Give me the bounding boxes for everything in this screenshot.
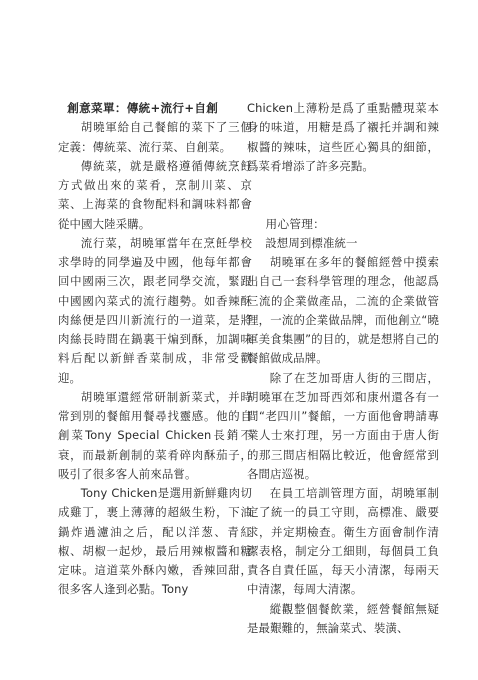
paragraph-popular-dishes: 流行菜，胡曉軍當年在烹飪學校求學時的同學遍及中國，他每年都會回中國兩三次，跟老同學交流，緊跟中國國內菜式的流行趨勢。如香辣酥肉絲便是四川新流行的一道菜，是將肉絲長時間在鍋裏干煸到酥，加調味料后配以新鮮香菜制成，非常受歡迎。 bbox=[58, 235, 252, 385]
paragraph-restaurant-locations: 除了在芝加哥唐人街的三間店，胡曉軍在芝加哥西郊和康州還各有一間“老四川”餐館，一方面他會聘請專業人士來打理，另一方面由于唐人街的那三間店相隔比較近，他會經常到各間店巡視。 bbox=[247, 370, 439, 481]
paragraph-staff-training: 在員工培訓管理方面，胡曉軍制定了統一的員工守則，高標准、嚴要求，并定期檢查。衛生方面會制作清潔表格，制定分工細則，每個員工負責各自責任區，每天小清潔，每兩天中清潔，每周大清潔。 bbox=[247, 486, 439, 597]
paragraph-tony-chicken: Tony Chicken是選用新鮮雞肉切成雞丁，裹上薄薄的超級生粉，下油鍋炸過濾油之后，配以洋葱、青紅椒、胡椒一起炒，最后用辣椒醬和糖定味。這道菜外酥內嫩，香辣回甜，很多客人逢到必點。Tony bbox=[58, 486, 252, 597]
paragraph-industry-overview: 縱觀整個餐飲業，經營餐館無疑是最艱難的，無論菜式、裝潢、 bbox=[247, 601, 439, 635]
paragraph-traditional-dishes: 傳統菜，就是嚴格遵循傳統烹飪方式做出來的菜肴，烹制川菜、京菜、上海菜的食物配料和調味料都會從中國大陸采購。 bbox=[58, 158, 252, 231]
section-heading-creative-menu: 創意菜單：傳統+流行+自創 bbox=[67, 101, 219, 115]
paragraph-three-definitions: 胡曉軍給自己餐館的菜下了三個定義：傳統菜、流行菜、自創菜。 bbox=[58, 120, 252, 154]
section-spacer bbox=[247, 176, 439, 215]
paragraph-original-dishes: 胡曉軍還經常研制新菜式，并時常到別的餐館用餐尋找靈感。他的自創菜Tony Special Chicken長銷不衰，而最新創制的菜肴碎肉酥茄子，吸引了很多客人前來品嘗。 bbox=[58, 389, 252, 481]
left-column bbox=[58, 99, 252, 600]
section-subheading-standards: 設想周到標准統一 bbox=[265, 235, 358, 250]
paragraph-management-philosophy: 胡曉軍在多年的餐館經營中摸索出自己一套科學管理的理念，他認爲三流的企業做產品，二流的企業做管理，一流的企業做品牌，而他創立“曉軍美食集團”的目的，就是想將自己的餐館做成品牌。 bbox=[247, 255, 439, 366]
paragraph-tony-chicken-continued: Chicken上薄粉是爲了重點體現菜本身的味道，用糖是爲了襯托并調和辣椒醬的辣味，這些匠心獨具的細節，爲菜肴增添了許多亮點。 bbox=[247, 101, 439, 173]
section-heading-management: 用心管理： bbox=[265, 216, 326, 231]
right-column bbox=[247, 99, 439, 638]
